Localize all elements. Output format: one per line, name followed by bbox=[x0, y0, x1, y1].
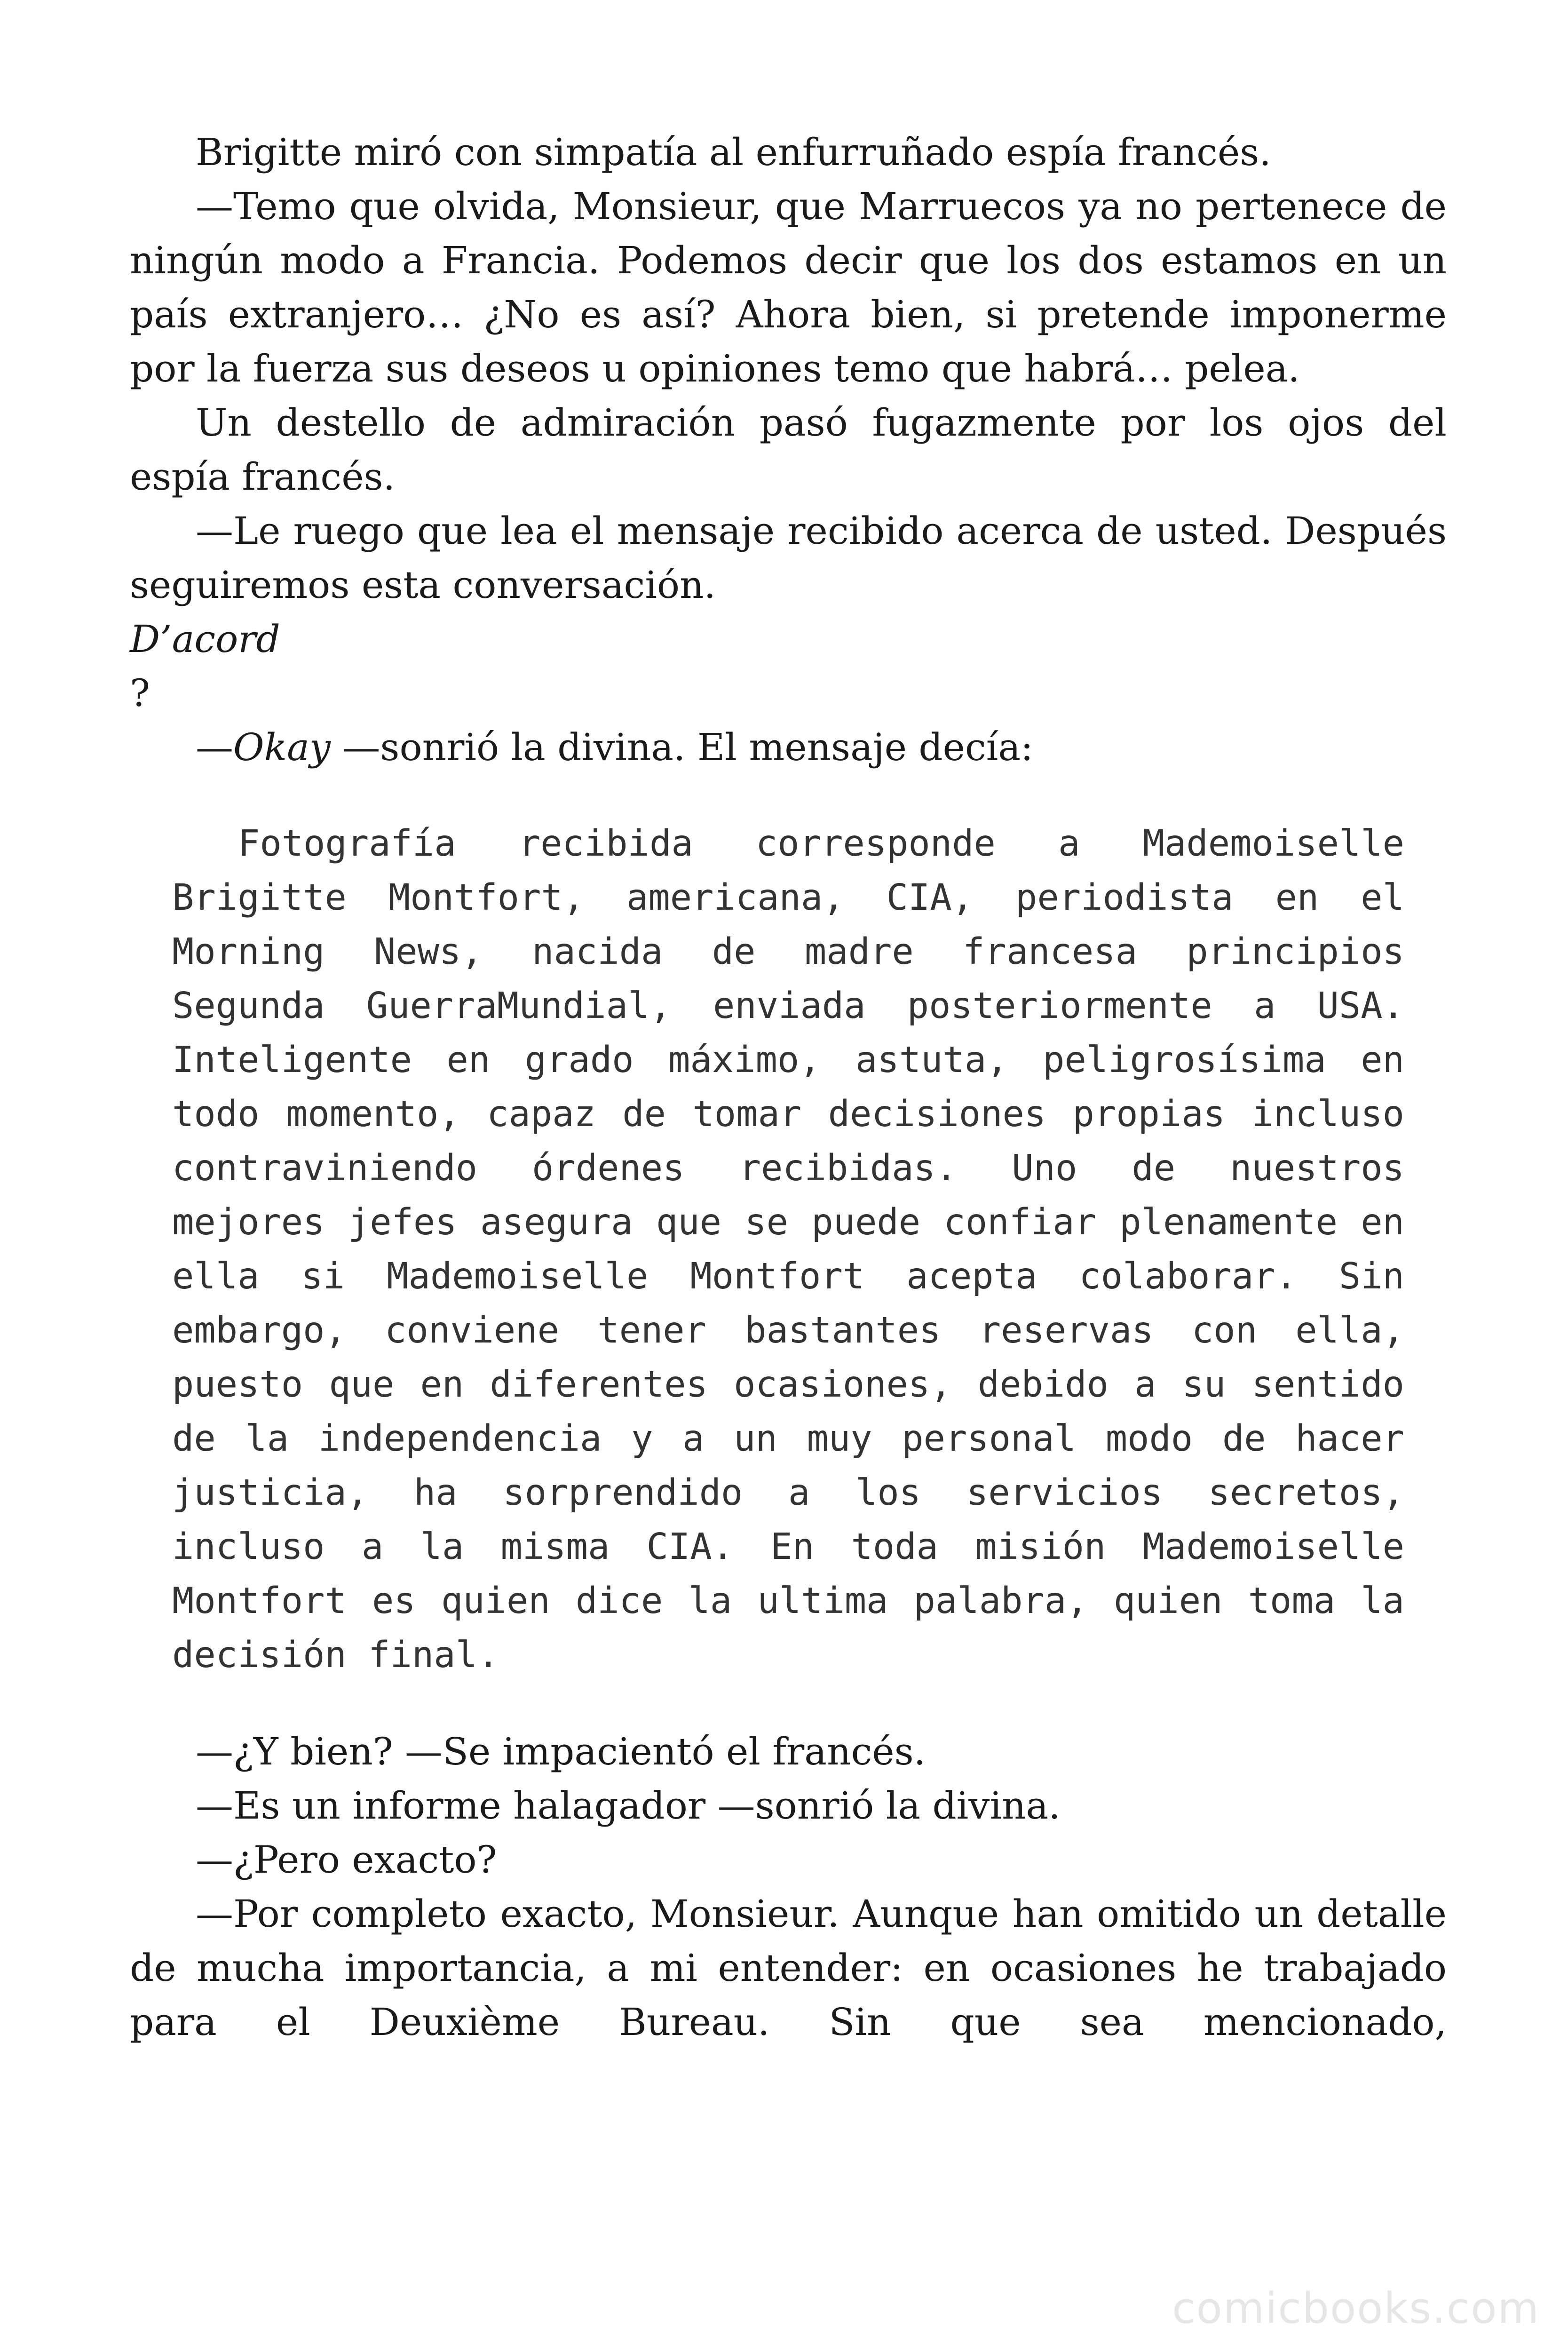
paragraph bbox=[130, 720, 1447, 774]
book-page bbox=[130, 125, 1447, 2049]
watermark: comicbooks.com bbox=[1172, 2284, 1540, 2333]
italic-phrase: D’acord bbox=[130, 617, 280, 661]
italic-word: Okay bbox=[233, 725, 331, 769]
paragraph: ? bbox=[130, 671, 150, 715]
telegram-message: Fotografía recibida corresponde a Mademoiselle Brigitte Montfort, americana, CIA, periodista en el Morning News, nacida de madre francesa principios Segunda GuerraMundial, enviada posteriormente a USA. Inteligente en grado máximo, astuta, peligrosísima en todo momento, capaz de tomar decisiones propias incluso contraviniendo órdenes recibidas. Uno de nuestros mejores jefes asegura que se puede confiar plenamente en ella si Mademoiselle Montfort acepta colaborar. Sin embargo, conviene tener bastantes reservas con ella, puesto que en diferentes ocasiones, debido a su sentido de la independencia y a un muy personal modo de hacer justicia, ha sorprendido a los servicios secretos, incluso a la misma CIA. En toda misión Mademoiselle Montfort es quien dice la ultima palabra, quien toma la decisión final. bbox=[172, 823, 1404, 1676]
paragraph-text: —sonrió la divina. El mensaje decía: bbox=[330, 725, 1033, 769]
paragraph: Un destello de admiración pasó fugazmente por los ojos del espía francés. bbox=[130, 401, 1447, 499]
paragraph: —¿Pero exacto? bbox=[196, 1838, 497, 1882]
paragraph: —¿Y bien? —Se impacientó el francés. bbox=[196, 1730, 926, 1773]
paragraph bbox=[130, 612, 1447, 666]
paragraph: —Temo que olvida, Monsieur, que Marruecos ya no pertenece de ningún modo a Francia. Podemos decir que los dos estamos en un país extranjero… ¿No es así? Ahora bien, si pretende imponerme por la fuerza sus deseos u opiniones temo que habrá… pelea. bbox=[130, 184, 1447, 390]
paragraph: —Es un informe halagador —sonrió la divina. bbox=[196, 1784, 1061, 1828]
paragraph: Brigitte miró con simpatía al enfurruñado espía francés. bbox=[196, 130, 1271, 174]
paragraph: —Le ruego que lea el mensaje recibido acerca de usted. Después seguiremos esta conversación. bbox=[130, 509, 1447, 607]
dialogue-dash: — bbox=[196, 725, 233, 769]
paragraph: —Por completo exacto, Monsieur. Aunque han omitido un detalle de mucha importancia, a mi entender: en ocasiones he trabajado para el Deuxième Bureau. Sin que sea mencionado, bbox=[130, 1892, 1447, 2044]
